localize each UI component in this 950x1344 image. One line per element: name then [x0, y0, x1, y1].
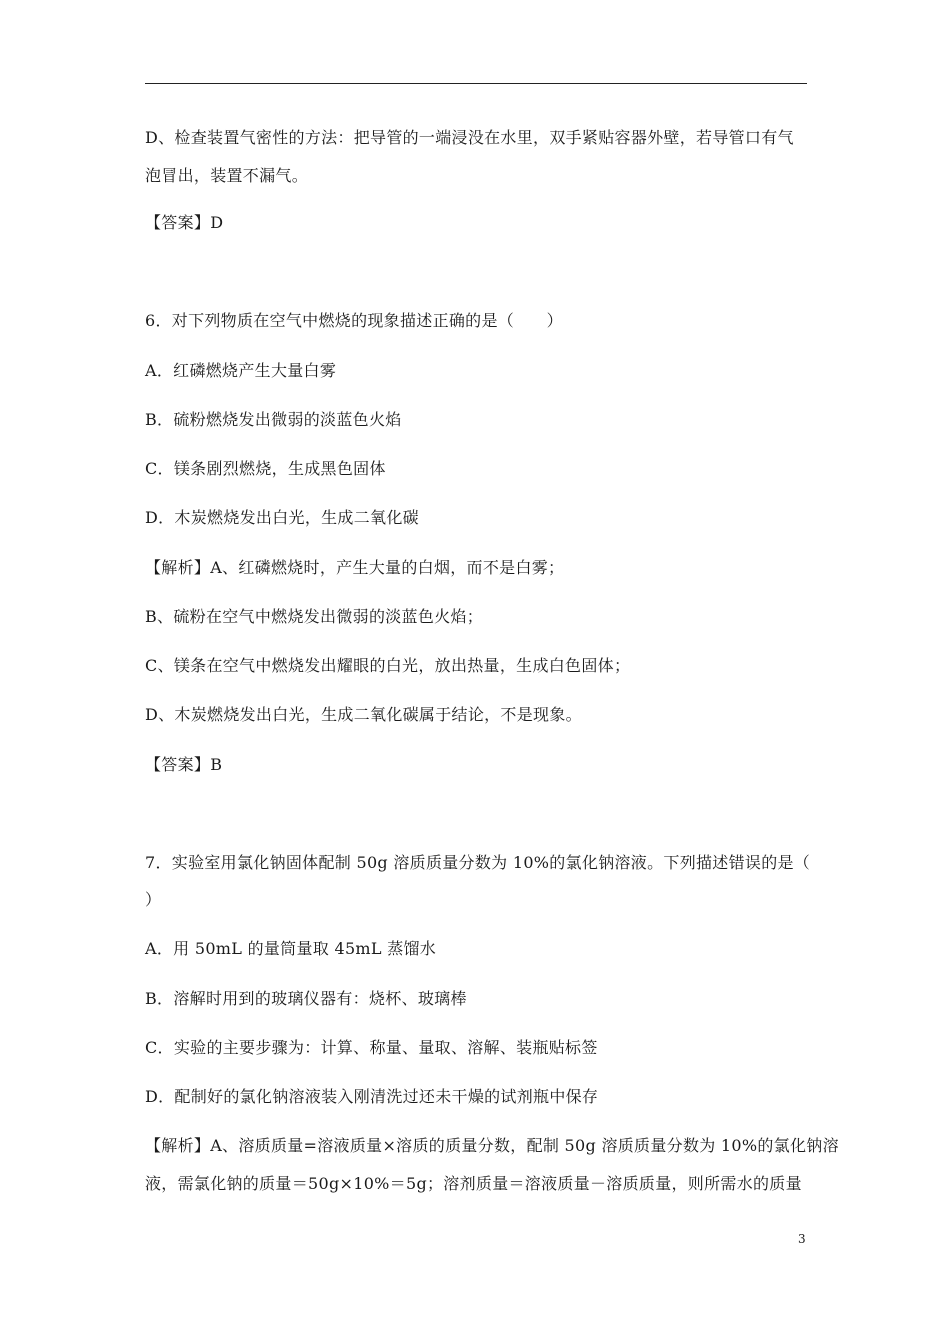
- option-b: B．硫粉燃烧发出微弱的淡蓝色火焰: [145, 410, 402, 429]
- analysis-line: 【解析】A、红磷燃烧时，产生大量的白烟，而不是白雾；: [145, 558, 565, 577]
- option-d: D．配制好的氯化钠溶液装入刚清洗过还未干燥的试剂瓶中保存: [145, 1087, 599, 1106]
- option-b: B．溶解时用到的玻璃仪器有：烧杯、玻璃棒: [145, 989, 467, 1008]
- question-7: 7．实验室用氯化钠固体配制 50g 溶质质量分数为 10%的氯化钠溶液。下列描述错误的是（: [145, 853, 811, 872]
- analysis-line: B、硫粉在空气中燃烧发出微弱的淡蓝色火焰；: [145, 607, 484, 626]
- text-line: D、检查装置气密性的方法：把导管的一端浸没在水里，双手紧贴容器外壁，若导管口有气: [145, 128, 794, 147]
- option-d: D．木炭燃烧发出白光，生成二氧化碳: [145, 508, 419, 527]
- analysis-line: C、镁条在空气中燃烧发出耀眼的白光，放出热量，生成白色固体；: [145, 656, 631, 675]
- answer-line: 【答案】D: [145, 213, 224, 232]
- page-number: 3: [798, 1232, 806, 1246]
- option-a: A．红磷燃烧产生大量白雾: [145, 361, 337, 380]
- header-rule: [145, 83, 807, 84]
- option-c: C．镁条剧烈燃烧，生成黑色固体: [145, 459, 386, 478]
- option-c: C．实验的主要步骤为：计算、称量、量取、溶解、装瓶贴标签: [145, 1038, 598, 1057]
- option-a: A．用 50mL 的量筒量取 45mL 蒸馏水: [145, 939, 437, 958]
- analysis-line: 【解析】A、溶质质量=溶液质量×溶质的质量分数，配制 50g 溶质质量分数为 10%的氯化钠溶: [145, 1136, 839, 1155]
- text-line: 泡冒出，装置不漏气。: [145, 166, 309, 185]
- analysis-line: 液，需氯化钠的质量＝50g×10%＝5g；溶剂质量＝溶液质量－溶质质量，则所需水的质量: [145, 1174, 802, 1193]
- question-6: 6．对下列物质在空气中燃烧的现象描述正确的是（ ）: [145, 311, 563, 330]
- question-7-cont: ）: [145, 890, 162, 909]
- analysis-line: D、木炭燃烧发出白光，生成二氧化碳属于结论，不是现象。: [145, 705, 582, 724]
- answer-line: 【答案】B: [145, 755, 223, 774]
